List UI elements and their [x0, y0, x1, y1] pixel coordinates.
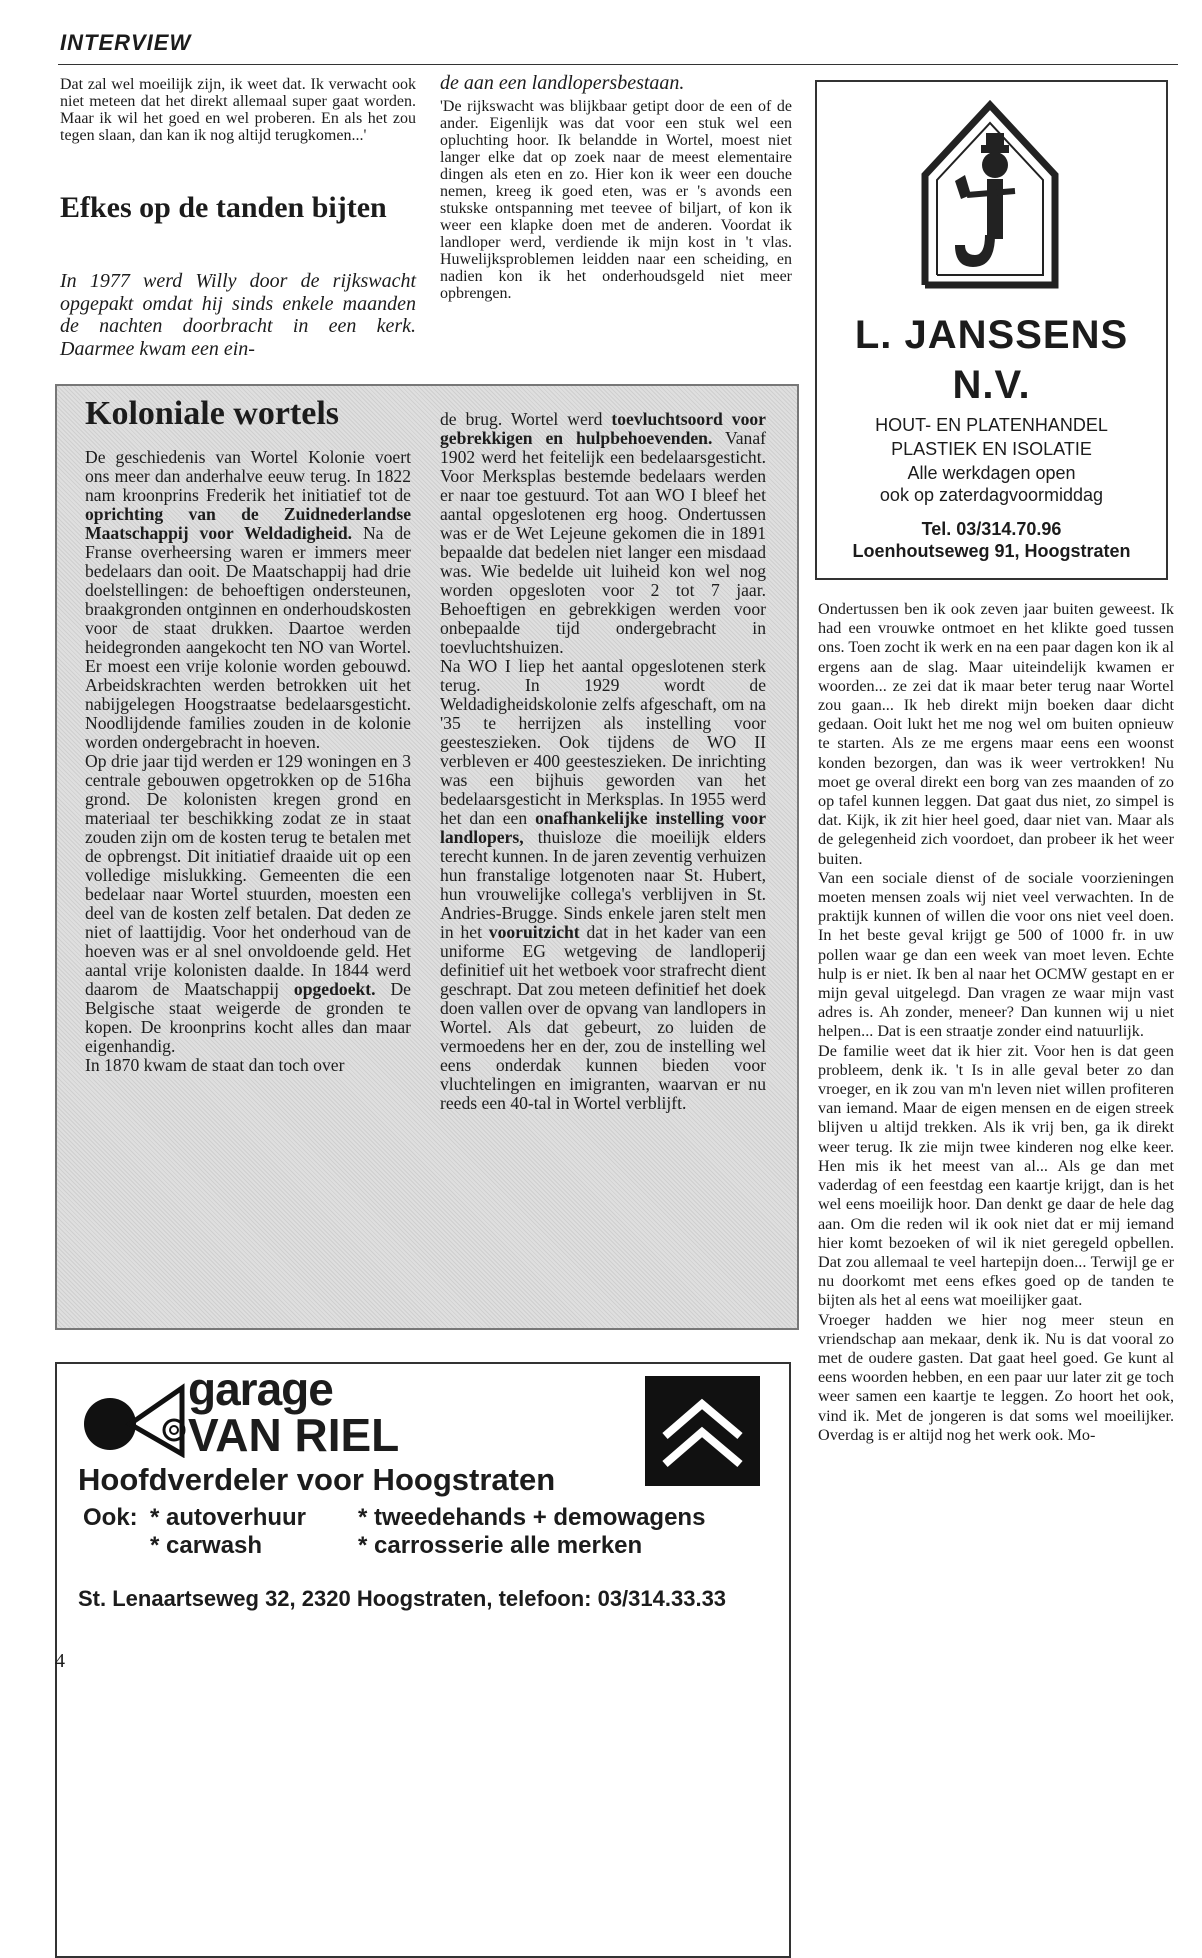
lede-continuation: de aan een landlopersbestaan.	[440, 72, 685, 94]
sidebar-col-right	[440, 410, 766, 1113]
sidebar-col-left	[85, 448, 411, 1075]
janssens-logo-icon	[915, 95, 1065, 295]
paragraph: Op drie jaar tijd werden er 129 woningen en 3 centrale gebouwen opgetrokken op de 516ha grond. De kolonisten kregen grond en materiaal ter beschikking zodat ze in staat zouden zijn om de kosten terug te betalen met de opbrengst. Dit initiatief draaide uit op een volledige mislukking. Gemeenten die een bedelaar naar Wortel stuurden, moesten een deel van de kosten zelf betalen. Dat deden ze niet of laattijdig. Voor het onderhoud van de hoeven was er al snel onvoldoende geld. Het aantal vrije kolonisten daalde. In 1844 werd daarom de Maatschappij opgedoekt. De Belgische staat weigerde de gronden te kopen. De kroonprins kocht alles dan maar eigenhandig.	[85, 751, 411, 1056]
article-lede: In 1977 werd Willy door de rijkswacht opgepakt omdat hij sinds enkele maanden de nachten doorbracht in een kerk. Daarmee kwam een ein-	[60, 270, 416, 360]
paragraph: Van een sociale dienst of de sociale voorzieningen moeten mensen zoals wij niet veel verwachten. In de praktijk kunnen of willen die voor ons niet veel doen. In het beste geval krijgt ge 500 of 1000 fr. in uw pollen waar ge dan een week van moet leven. Echte hulp is er niet. Ik ben al naar het OCMW gestapt en er mijn geval uitgelegd. Dan vragen ze waar mijn vast adres is. Ah zonder, meneer? Dan kunnen wij u niet helpen... Dat is een straatje zonder eind natuurlijk.	[818, 868, 1174, 1041]
header-rule	[58, 64, 1178, 65]
paragraph: Ondertussen ben ik ook zeven jaar buiten geweest. Ik had een vrouwke ontmoet en het klikte goed tussen ons. Toen zocht ik werk en na een paar dagen kon ik al ergens aan de slag. Maar uiteindelijk kwamen er woorden... ze zei dat ik maar beter terug naar Wortel zou gaan... Ik heb direkt mijn boeken daar dicht gedaan. Ooit lukt het me nog wel om buiten opnieuw te starten. Als ze me ergens maar eens een woonst konden bezorgen, dan was ik weer vertrokken! Nu moet ge overal direkt een borg van zes maanden of zo op tafel kunnen leggen. Dat gaat dus niet, zo simpel is dat. Kijk, ik zit hier heel goed, daar niet van. Maar als de gelegenheid zich voordoet, dan probeer ik het weer buiten.	[818, 600, 1174, 868]
paragraph: De familie weet dat ik hier zit. Voor hen is dat geen probleem, denk ik. 't Is in alle geval beter zo dan vroeger, en ik zou van m'n leven niet willen profiteren van iemand. Maar de eigen mensen en de eigen streek blijven u altijd trekken. Als ik vrij ben, ga ik direkt weer terug. Ik zie mijn twee kinderen nog elke keer. Hen mis ik het meest van al... Als ge dan met vaderdag of een feestdag een kaartje krijgt, dan is het wel eens moeilijk hoor. Dan denkt ge daar de hele dag aan. Om die reden wil ik ook niet dat er mij iemand hier komt bezoeken of wil ik niet geregeld opbellen. Dat zou allemaal te veel hartepijn doen... Terwijl ge er nu doorkomt met eens efkes goed op de tanden te bijten als het al eens wat moeilijker gaat.	[818, 1041, 1174, 1310]
paragraph: 'De rijkswacht was blijkbaar getipt door de een of de ander. Eigenlijk was dat voor een stuk wel een opluchting hoor. Ik belandde in Wortel, moest niet langer elke dat op zoek naar de meest elementaire dingen als eten en zo. Hier kon ik weer een douche nemen, kreeg ik goed eten, was er 's avonds een stukske ontspanning met teevee of biljart, of kon ik weer een klapke doen met de anderen. Voordat ik landloper werd, verdiende ik mijn kost in 't vlas. Huwelijksproblemen leidden naar een scheiding, en nadien kon ik het onderhoudsgeld niet meer opbrengen.	[440, 98, 792, 302]
col2-intro-text	[440, 98, 792, 302]
paragraph: De geschiedenis van Wortel Kolonie voert ons meer dan anderhalve eeuw terug. In 1822 nam kroonprins Frederik het initiatief tot de oprichting van de Zuidnederlandse Maatschappij voor Weldadigheid. Na de Franse overheersing waren er immers meer bedelaars dan ooit. De Maatschappij had drie doelstellingen: de behoeftigen ondersteunen, braakgronden ontginnen en onderhoudskosten voor de staat drukken. Daartoe werden heidegronden aangekocht ten NO van Wortel. Er moest een vrije kolonie worden gebouwd. Arbeidskrachten werden betrokken uit het nabijgelegen Hoogstraatse bedelaarsgesticht. Noodlijdende families zouden in de kolonie worden ondergebracht in hoeven.	[85, 447, 411, 752]
janssens-line: HOUT- EN PLATENHANDEL	[875, 415, 1108, 435]
col1-intro-text	[60, 76, 416, 144]
paragraph: de brug. Wortel werd toevluchtsoord voor gebrekkigen en hulpbehoevenden. Vanaf 1902 werd het feitelijk een bedelaarsgesticht. Voor Merksplas bestemde bedelaars werden er naar toe gestuurd. Tot aan WO I bleef het aantal opgeslotenen erg hoog. Ondertussen was er de Wet Lejeune gekomen die in 1891 bepaalde dat bedelen niet langer een misdaad was. Wie bedelde uit luiheid kon wel nog worden opgesloten voor 2 tot 7 jaar. Behoeftigen en gebrekkigen werden voor onbepaalde tijd ondergebracht in toevluchtshuizen.	[440, 409, 767, 657]
garage-service: * carwash	[150, 1532, 263, 1559]
garage-service: * autoverhuur	[150, 1504, 307, 1531]
citroen-logo-icon	[645, 1376, 760, 1486]
col3-text	[818, 600, 1174, 1445]
emphasis: vooruitzicht	[488, 922, 580, 942]
janssens-line: PLASTIEK EN ISOLATIE	[891, 439, 1092, 459]
janssens-address: Loenhoutseweg 91, Hoogstraten	[852, 541, 1131, 561]
paragraph: Dat zal wel moeilijk zijn, ik weet dat. Ik verwacht ook niet meteen dat het direkt allemaal super gaat worden. Maar ik wil het goed en wel proberen. En als het zou tegen slaan, dan kan ik nog altijd terugkomen...'	[60, 76, 416, 144]
emphasis: toevluchtsoord voor gebrekkigen en hulpbehoevenden.	[440, 409, 766, 448]
article-headline: Efkes op de tanden bijten	[60, 191, 387, 224]
janssens-line: Alle werkdagen open	[907, 463, 1076, 483]
garage-service: * tweedehands + demowagens	[358, 1504, 706, 1531]
section-label: INTERVIEW	[60, 30, 192, 55]
janssens-line: ook op zaterdagvoormiddag	[879, 485, 1104, 505]
sidebar-box-title: Koloniale wortels	[85, 395, 340, 432]
paragraph: Na WO I liep het aantal opgeslotenen sterk terug. In 1929 wordt de Weldadigheidskolonie zelfs afgeschaft, om na '35 te herrijzen als instelling voor geesteszieken. Ook tijdens de WO II verbleven er 400 geesteszieken. De inrichting was een bijhuis geworden van het bedelaarsgesticht in Merksplas. In 1955 werd het dan een onafhankelijke instelling voor landlopers, thuisloze die moeilijk elders terecht kunnen. In de jaren zeventig verhuizen hun franstalige lotgenoten naar St. Hubert, hun vrouwelijke collega's verblijven in St. Andries-Brugge. Sinds enkele jaren stelt men in het vooruitzicht dat in het kader van een uniforme EG wetgeving de landloperij definitief uit het wetboek voor strafrecht dient geschrapt. Dat zou meteen definitief het doek doen vallen over de opvang van landlopers in Wortel. Als dat gebeurt, zo luiden de vermoedens her en der, zou de instelling wel eens onderdak kunnen bieden voor vluchtelingen en imigranten, waarvan er nu reeds een 40-tal in Wortel verblijft.	[440, 656, 767, 1113]
garage-name: VAN RIEL	[188, 1409, 400, 1461]
page-number: 4	[55, 1650, 65, 1672]
garage-address: St. Lenaartseweg 32, 2320 Hoogstraten, telefoon: 03/314.33.33	[78, 1586, 727, 1611]
garage-service: * carrosserie alle merken	[358, 1532, 643, 1559]
garage-headline: Hoofdverdeler voor Hoogstraten	[78, 1462, 556, 1497]
emphasis: onafhankelijke instelling voor landlopers,	[440, 808, 767, 847]
paragraph: Vroeger hadden we hier nog meer steun en vriendschap aan mekaar, denk ik. Nu is dat vooral zo met de oudere gasten. Dat gaat heel goed. Ge kunt al eens woorden hebben, en een paar uur later zit ge toch weer samen een kaartje te leggen. Zo hoort het ook, vind ik. Met de jongeren is dat soms wel moeilijker. Overdag is er altijd nog het werk ook. Mo-	[818, 1310, 1174, 1444]
horn-logo-icon	[82, 1378, 192, 1458]
emphasis: opgedoekt.	[293, 979, 376, 999]
garage-word: garage	[188, 1363, 333, 1415]
janssens-phone: Tel. 03/314.70.96	[921, 519, 1062, 539]
janssens-name: L. JANSSENS N.V.	[854, 313, 1129, 407]
garage-ook-label: Ook:	[83, 1504, 138, 1531]
paragraph: In 1870 kwam de staat dan toch over	[85, 1055, 345, 1075]
emphasis: oprichting van de Zuidnederlandse Maatschappij voor Weldadigheid.	[85, 504, 411, 543]
